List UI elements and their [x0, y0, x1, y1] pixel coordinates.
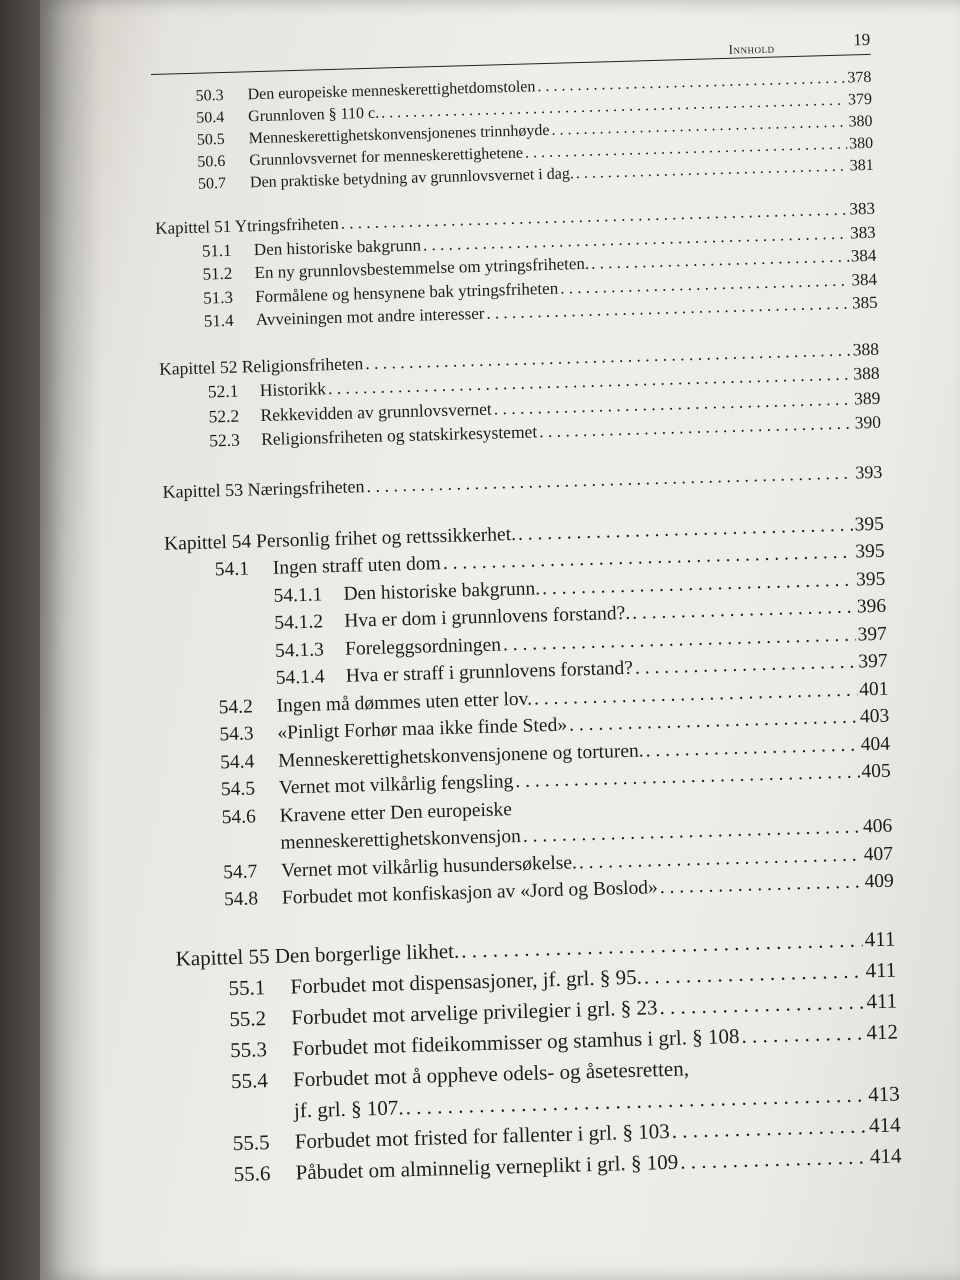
chapter-heading: Kapittel 51 Ytringsfriheten	[154, 213, 339, 238]
entry-page-number: 404	[860, 733, 891, 755]
entry-title-continuation: menneskerettighetskonvensjon	[280, 825, 522, 854]
entry-title: Rekkevidden av grunnlovsvernet	[260, 398, 493, 425]
entry-number: 55.5	[232, 1129, 270, 1155]
entry-page-number: 401	[858, 678, 889, 700]
entry-page-number: 409	[864, 870, 895, 893]
entry-page-number: 396	[856, 595, 887, 618]
entry-page-number: 385	[851, 292, 878, 313]
entry-number: 55.3	[229, 1036, 268, 1062]
entry-page-number: 414	[868, 1111, 901, 1137]
entry-title: Den historiske bakgrunn.	[343, 577, 541, 605]
entry-title: Forbudet mot dispensasjoner, jf. grl. § 95.	[290, 964, 643, 998]
entry-number: 50.5	[196, 130, 226, 149]
chapter-heading-row[interactable]	[162, 458, 882, 504]
entry-title: Den historiske bakgrunn	[253, 235, 422, 259]
entry-title: Påbudet om alminnelig verneplikt i grl. § 109	[295, 1149, 679, 1184]
entry-page-number: 378	[847, 68, 872, 87]
entry-number: 55.4	[230, 1067, 269, 1093]
entry-page-number: 380	[848, 112, 873, 131]
entry-number: 54.2	[218, 695, 254, 718]
entry-page-number: 384	[851, 269, 878, 290]
entry-page-number: 395	[855, 568, 886, 590]
entry-page-number: 407	[863, 843, 894, 865]
entry-title: Menneskerettighetskonvensjonenes trinnhøyde	[248, 121, 550, 148]
entry-title: Historikk	[259, 378, 327, 401]
entry-title: Avveiningen mot andre interesser	[255, 303, 485, 330]
entry-title: Den praktiske betydning av grunnlovsvernet i dag.	[249, 165, 575, 192]
entry-number: 51.1	[201, 240, 232, 261]
spine-shadow	[40, 0, 100, 1280]
leader-dots	[659, 868, 863, 901]
entry-number: 51.3	[202, 287, 234, 308]
entry-page-number: 383	[849, 222, 876, 243]
entry-title: Menneskerettighetskonvensjonene og torturen.	[277, 740, 644, 772]
entry-title: Ingen må dømmes uten etter lov.	[276, 688, 533, 717]
entry-number: 52.2	[208, 405, 240, 427]
toc-chapter-group	[162, 458, 882, 504]
entry-page-number: 380	[848, 134, 874, 153]
chapter-page-number: 393	[855, 461, 883, 482]
leader-dots	[741, 1017, 865, 1051]
entry-number: 54.4	[219, 750, 255, 773]
entry-page-number: 379	[847, 90, 873, 109]
section-title: Innhold	[728, 40, 775, 57]
entry-page-number: 414	[869, 1142, 902, 1168]
entry-number: 54.5	[220, 778, 256, 801]
entry-title: Forbudet mot konfiskasjon av «Jord og Boslod»	[281, 877, 659, 909]
table-of-contents	[150, 20, 902, 1191]
entry-title: Ingen straff uten dom	[272, 553, 442, 579]
leader-dots	[680, 1141, 869, 1177]
entry-title: Forbudet mot fristed for fallenter i grl. § 103	[294, 1118, 670, 1153]
chapter-page-number: 395	[854, 513, 885, 536]
leader-dots	[366, 459, 854, 499]
entry-number: 52.3	[208, 429, 241, 451]
entry-page-number: 413	[867, 1080, 901, 1106]
entry-title: En ny grunnlovsbestemmelse om ytringsfriheten.	[254, 253, 590, 283]
entry-number: 55.2	[229, 1005, 267, 1031]
entry-title: Forbudet mot fideikommisser og stamhus i grl. § 108	[291, 1023, 740, 1060]
chapter-page-number: 383	[849, 198, 876, 219]
entry-number: 54.1.3	[274, 638, 325, 662]
entry-title: Den europeiske menneskerettighetdomstolen	[247, 78, 536, 104]
entry-title: Forbudet mot å oppheve odels- og åsetesretten,	[292, 1055, 690, 1091]
entry-number: 50.3	[195, 86, 224, 105]
page-number: 19	[853, 29, 871, 50]
entry-number: 54.6	[221, 805, 257, 828]
entry-number: 51.2	[202, 263, 233, 284]
entry-title: Forbudet mot arvelige privilegier i grl. § 23	[290, 994, 658, 1029]
entry-number: 54.8	[223, 888, 259, 911]
entry-title: Hva er dom i grunnlovens forstand?.	[344, 602, 631, 632]
chapter-heading: Kapittel 54 Personlig frihet og rettssikkerhet.	[163, 523, 517, 555]
entry-title: Kravene etter Den europeiske	[279, 798, 513, 827]
entry-number: 54.1	[214, 558, 250, 581]
entry-number: 55.1	[228, 974, 266, 1000]
chapter-page-number: 411	[864, 926, 896, 951]
entry-number: 51.4	[203, 310, 234, 331]
entry-number: 50.6	[197, 152, 226, 171]
entry-page-number: 389	[853, 387, 881, 408]
toc-body	[151, 67, 902, 1191]
entry-page-number: 411	[865, 957, 897, 982]
entry-number: 55.6	[233, 1160, 271, 1186]
entry-page-number: 397	[858, 650, 888, 673]
entry-page-number: 384	[850, 245, 877, 266]
chapter-heading: Kapittel 55 Den borgerlige likhet.	[175, 938, 460, 971]
entry-page-number: 395	[855, 540, 885, 563]
toc-chapter-group	[175, 923, 902, 1191]
entry-title: Religionsfriheten og statskirkesystemet	[260, 421, 538, 450]
entry-page-number: 390	[854, 411, 882, 433]
entry-title: Foreleggsordningen	[344, 633, 502, 660]
toc-chapter-group	[151, 67, 874, 197]
entry-page-number: 397	[857, 623, 888, 645]
entry-number: 54.1.4	[275, 666, 325, 689]
chapter-page-number: 388	[852, 338, 880, 359]
entry-title: Grunnloven § 110 c.	[247, 104, 380, 126]
entry-title: Grunnlovsvernet for menneskerettighetene	[249, 144, 524, 170]
entry-page-number: 406	[862, 815, 893, 838]
entry-title: Vernet mot vilkårlig husundersøkelse.	[280, 851, 578, 882]
entry-page-number: 411	[866, 988, 898, 1013]
entry-number: 54.1.2	[274, 611, 324, 634]
entry-number: 50.7	[197, 174, 227, 193]
entry-number: 50.4	[195, 108, 225, 127]
entry-number: 54.7	[222, 860, 258, 883]
entry-page-number: 405	[861, 760, 891, 783]
entry-number: 54.1.1	[273, 583, 323, 607]
toc-chapter-group	[159, 336, 881, 454]
entry-number: 54.3	[219, 723, 254, 746]
toc-chapter-group	[155, 197, 878, 335]
toc-chapter-group	[164, 510, 894, 915]
entry-title: Vernet mot vilkårlig fengsling	[278, 771, 514, 799]
entry-title-continuation: jf. grl. § 107.	[293, 1094, 404, 1122]
entry-number: 52.1	[207, 380, 239, 402]
entry-page-number: 388	[853, 362, 880, 384]
chapter-heading: Kapittel 52 Religionsfriheten	[158, 352, 364, 379]
entry-title: Hva er straff i grunnlovens forstand?	[345, 657, 634, 687]
entry-title: Formålene og hensynene bak ytringsfriheten	[254, 278, 559, 306]
entry-title: «Pinligt Forhør maa ikke finde Sted»	[277, 714, 568, 744]
entry-page-number: 381	[849, 156, 875, 175]
chapter-heading: Kapittel 53 Næringsfriheten	[162, 475, 365, 502]
entry-page-number: 412	[866, 1019, 899, 1044]
entry-page-number: 403	[859, 705, 890, 728]
